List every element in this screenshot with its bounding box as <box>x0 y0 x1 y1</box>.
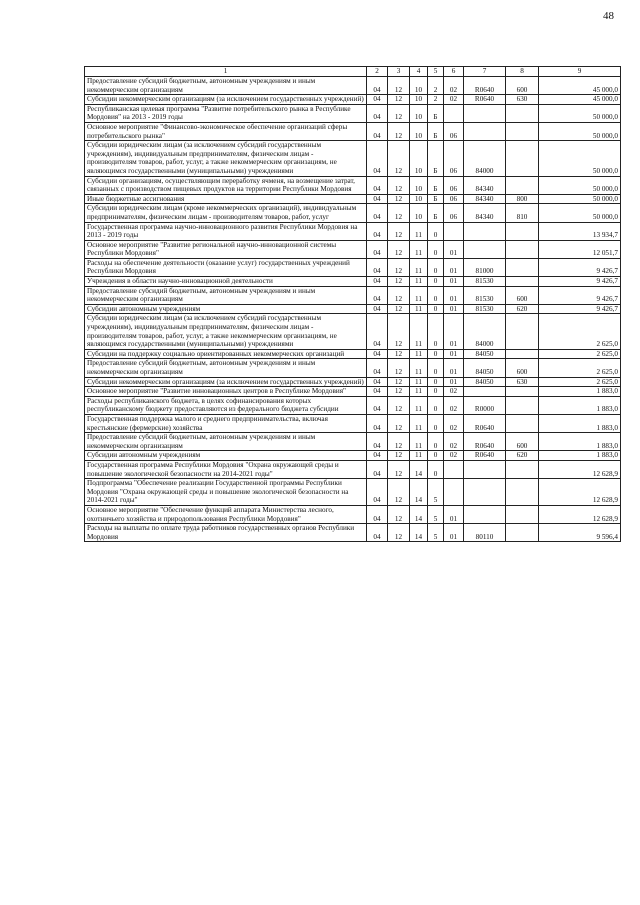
cell-amount: 50 000,0 <box>539 104 621 122</box>
cell-chapter: 04 <box>367 396 388 414</box>
cell-subsection: 11 <box>410 349 428 359</box>
cell-description: Подпрограмма "Обеспечение реализации Государственной программы Республики Мордовия "Охрана окружающей среды и повышение экологической безопасности на 2014-2021 годы" <box>85 479 367 506</box>
cell-amount: 2 625,0 <box>539 314 621 349</box>
cell-subsection: 11 <box>410 286 428 304</box>
table-row <box>85 505 621 523</box>
cell-expense-type: 630 <box>506 377 539 387</box>
table-row <box>85 414 621 432</box>
cell-expense-type: 600 <box>506 286 539 304</box>
cell-subprogram <box>444 479 464 506</box>
cell-target-code <box>464 479 506 506</box>
table-row <box>85 277 621 287</box>
cell-description: Субсидии автономным учреждениям <box>85 451 367 461</box>
cell-program: 0 <box>428 286 444 304</box>
cell-expense-type <box>506 479 539 506</box>
cell-target-code: 81530 <box>464 286 506 304</box>
cell-description: Учреждения в области научно-инновационной деятельности <box>85 277 367 287</box>
budget-table <box>84 66 621 542</box>
cell-subprogram: 02 <box>444 95 464 105</box>
cell-subsection: 10 <box>410 104 428 122</box>
page-number: 48 <box>603 10 614 22</box>
cell-amount: 9 596,4 <box>539 524 621 542</box>
cell-target-code: 84340 <box>464 204 506 222</box>
cell-description: Предоставление субсидий бюджетным, автономным учреждениям и иным некоммерческим организациям <box>85 286 367 304</box>
cell-amount: 12 628,9 <box>539 460 621 478</box>
cell-section: 12 <box>388 396 410 414</box>
cell-program: 5 <box>428 524 444 542</box>
cell-target-code: 81530 <box>464 277 506 287</box>
cell-target-code: R0640 <box>464 95 506 105</box>
table-row <box>85 77 621 95</box>
cell-subprogram: 02 <box>444 414 464 432</box>
cell-description: Субсидии некоммерческим организациям (за исключением государственных учреждений) <box>85 377 367 387</box>
cell-section: 12 <box>388 349 410 359</box>
table-row <box>85 104 621 122</box>
cell-target-code: 81530 <box>464 304 506 314</box>
cell-subsection: 11 <box>410 387 428 397</box>
cell-section: 12 <box>388 377 410 387</box>
cell-subprogram <box>444 460 464 478</box>
cell-chapter: 04 <box>367 95 388 105</box>
cell-amount: 50 000,0 <box>539 204 621 222</box>
cell-subsection: 14 <box>410 479 428 506</box>
cell-target-code: R0640 <box>464 414 506 432</box>
cell-subsection: 10 <box>410 95 428 105</box>
cell-target-code <box>464 222 506 240</box>
cell-section: 12 <box>388 176 410 194</box>
cell-expense-type: 620 <box>506 304 539 314</box>
cell-chapter: 04 <box>367 479 388 506</box>
cell-amount: 2 625,0 <box>539 359 621 377</box>
cell-section: 12 <box>388 304 410 314</box>
cell-target-code: 84050 <box>464 359 506 377</box>
cell-chapter: 04 <box>367 104 388 122</box>
cell-target-code: 84050 <box>464 377 506 387</box>
cell-section: 12 <box>388 479 410 506</box>
cell-section: 12 <box>388 414 410 432</box>
cell-amount: 9 426,7 <box>539 258 621 276</box>
cell-description: Основное мероприятие "Развитие инновационных центров в Республике Мордовия" <box>85 387 367 397</box>
cell-chapter: 04 <box>367 194 388 204</box>
cell-subsection: 11 <box>410 240 428 258</box>
cell-chapter: 04 <box>367 204 388 222</box>
cell-subsection: 11 <box>410 258 428 276</box>
cell-expense-type <box>506 314 539 349</box>
cell-program: 0 <box>428 304 444 314</box>
cell-section: 12 <box>388 277 410 287</box>
cell-description: Государственная программа научно-инновационного развития Республики Мордовия на 2013 - 2019 годы <box>85 222 367 240</box>
cell-subprogram: 02 <box>444 77 464 95</box>
cell-amount: 12 628,9 <box>539 505 621 523</box>
cell-subsection: 10 <box>410 77 428 95</box>
cell-amount: 12 628,9 <box>539 479 621 506</box>
cell-target-code: 84050 <box>464 349 506 359</box>
table-row <box>85 524 621 542</box>
cell-amount: 1 883,0 <box>539 387 621 397</box>
cell-amount: 50 000,0 <box>539 176 621 194</box>
cell-chapter: 04 <box>367 433 388 451</box>
cell-target-code <box>464 122 506 140</box>
cell-expense-type <box>506 505 539 523</box>
cell-program: 0 <box>428 222 444 240</box>
cell-subprogram: 06 <box>444 204 464 222</box>
cell-description: Предоставление субсидий бюджетным, автономным учреждениям и иным некоммерческим организациям <box>85 433 367 451</box>
cell-chapter: 04 <box>367 349 388 359</box>
table-row <box>85 451 621 461</box>
cell-description: Субсидии некоммерческим организациям (за исключением государственных учреждений) <box>85 95 367 105</box>
cell-section: 12 <box>388 258 410 276</box>
cell-subsection: 14 <box>410 505 428 523</box>
cell-amount: 13 934,7 <box>539 222 621 240</box>
cell-section: 12 <box>388 286 410 304</box>
cell-chapter: 04 <box>367 286 388 304</box>
cell-subprogram: 02 <box>444 451 464 461</box>
cell-description: Субсидии юридическим лицам (за исключением субсидий государственным учреждениям), индивидуальным предпринимателям, физическим лицам - производителям товаров, работ, услуг, а также некоммерческим организациям, не являющимся государственными (муниципальными) учреждениями <box>85 141 367 176</box>
cell-description: Республиканская целевая программа "Развитие потребительского рынка в Республике Мордовия" на 2013 - 2019 годы <box>85 104 367 122</box>
cell-amount: 50 000,0 <box>539 122 621 140</box>
cell-subprogram: 02 <box>444 433 464 451</box>
cell-expense-type <box>506 277 539 287</box>
cell-expense-type: 600 <box>506 359 539 377</box>
cell-expense-type <box>506 387 539 397</box>
cell-subsection: 11 <box>410 377 428 387</box>
cell-section: 12 <box>388 505 410 523</box>
table-row <box>85 460 621 478</box>
cell-subsection: 10 <box>410 122 428 140</box>
table-row <box>85 122 621 140</box>
cell-section: 12 <box>388 359 410 377</box>
table-body <box>85 77 621 542</box>
cell-section: 12 <box>388 240 410 258</box>
cell-expense-type <box>506 460 539 478</box>
cell-subsection: 11 <box>410 304 428 314</box>
table-row <box>85 433 621 451</box>
cell-section: 12 <box>388 460 410 478</box>
cell-expense-type <box>506 122 539 140</box>
cell-section: 12 <box>388 122 410 140</box>
cell-subsection: 14 <box>410 524 428 542</box>
cell-description: Субсидии юридическим лицам (кроме некоммерческих организаций), индивидуальным предпринимателям, физическим лицам - производителям товаров, работ, услуг <box>85 204 367 222</box>
cell-program: Б <box>428 204 444 222</box>
cell-subsection: 11 <box>410 451 428 461</box>
cell-target-code: 84000 <box>464 141 506 176</box>
column-header-5: 5 <box>428 67 444 77</box>
cell-amount: 1 883,0 <box>539 433 621 451</box>
cell-expense-type: 620 <box>506 451 539 461</box>
cell-subprogram: 06 <box>444 141 464 176</box>
cell-amount: 2 625,0 <box>539 377 621 387</box>
column-header-9: 9 <box>539 67 621 77</box>
cell-program: 0 <box>428 414 444 432</box>
cell-amount: 9 426,7 <box>539 277 621 287</box>
cell-chapter: 04 <box>367 122 388 140</box>
cell-program: 5 <box>428 479 444 506</box>
column-header-8: 8 <box>506 67 539 77</box>
column-header-7: 7 <box>464 67 506 77</box>
cell-section: 12 <box>388 451 410 461</box>
cell-expense-type <box>506 414 539 432</box>
cell-subprogram: 01 <box>444 359 464 377</box>
table-row <box>85 95 621 105</box>
cell-subprogram: 01 <box>444 240 464 258</box>
cell-chapter: 04 <box>367 77 388 95</box>
cell-expense-type <box>506 176 539 194</box>
cell-program: 0 <box>428 433 444 451</box>
cell-subsection: 11 <box>410 414 428 432</box>
cell-target-code: R0000 <box>464 396 506 414</box>
cell-target-code <box>464 387 506 397</box>
cell-subprogram <box>444 222 464 240</box>
cell-target-code: R0640 <box>464 433 506 451</box>
cell-chapter: 04 <box>367 524 388 542</box>
cell-program: 0 <box>428 396 444 414</box>
cell-subsection: 11 <box>410 396 428 414</box>
cell-expense-type <box>506 141 539 176</box>
table-row <box>85 222 621 240</box>
cell-description: Основное мероприятие "Развитие региональной научно-инновационной системы Республики Мордовия" <box>85 240 367 258</box>
cell-section: 12 <box>388 141 410 176</box>
cell-description: Субсидии на поддержку социально ориентированных некоммерческих организаций <box>85 349 367 359</box>
cell-section: 12 <box>388 104 410 122</box>
table-row <box>85 359 621 377</box>
cell-expense-type: 810 <box>506 204 539 222</box>
cell-program: Б <box>428 141 444 176</box>
cell-description: Расходы на выплаты по оплате труда работников государственных органов Республики Мордовия <box>85 524 367 542</box>
cell-chapter: 04 <box>367 505 388 523</box>
cell-chapter: 04 <box>367 304 388 314</box>
cell-amount: 45 000,0 <box>539 77 621 95</box>
cell-section: 12 <box>388 194 410 204</box>
cell-expense-type <box>506 104 539 122</box>
cell-chapter: 04 <box>367 451 388 461</box>
cell-target-code: R0640 <box>464 451 506 461</box>
cell-expense-type: 630 <box>506 95 539 105</box>
cell-section: 12 <box>388 524 410 542</box>
cell-section: 12 <box>388 204 410 222</box>
cell-subprogram: 01 <box>444 314 464 349</box>
cell-program: 0 <box>428 359 444 377</box>
table-row <box>85 204 621 222</box>
cell-subsection: 10 <box>410 141 428 176</box>
cell-amount: 12 051,7 <box>539 240 621 258</box>
cell-section: 12 <box>388 433 410 451</box>
table-row <box>85 387 621 397</box>
table-row <box>85 377 621 387</box>
cell-subprogram: 01 <box>444 258 464 276</box>
table-row <box>85 396 621 414</box>
cell-target-code: 84340 <box>464 194 506 204</box>
cell-description: Субсидии автономным учреждениям <box>85 304 367 314</box>
cell-description: Субсидии организациям, осуществляющим переработку ячменя, на возмещение затрат, связанных с производством пищевых продуктов на территории Республики Мордовия <box>85 176 367 194</box>
cell-subsection: 10 <box>410 194 428 204</box>
cell-program: Б <box>428 176 444 194</box>
table-row <box>85 258 621 276</box>
column-header-6: 6 <box>444 67 464 77</box>
cell-chapter: 04 <box>367 314 388 349</box>
cell-subsection: 11 <box>410 433 428 451</box>
cell-description: Предоставление субсидий бюджетным, автономным учреждениям и иным некоммерческим организациям <box>85 359 367 377</box>
cell-subsection: 11 <box>410 314 428 349</box>
cell-description: Расходы на обеспечение деятельности (оказание услуг) государственных учреждений Республики Мордовия <box>85 258 367 276</box>
cell-subsection: 11 <box>410 222 428 240</box>
cell-chapter: 04 <box>367 414 388 432</box>
cell-expense-type <box>506 349 539 359</box>
cell-expense-type: 800 <box>506 194 539 204</box>
cell-target-code <box>464 460 506 478</box>
table-row <box>85 194 621 204</box>
table-row <box>85 240 621 258</box>
cell-chapter: 04 <box>367 377 388 387</box>
cell-target-code: 84000 <box>464 314 506 349</box>
cell-target-code: 84340 <box>464 176 506 194</box>
cell-expense-type <box>506 222 539 240</box>
cell-program: 0 <box>428 460 444 478</box>
cell-expense-type: 600 <box>506 433 539 451</box>
cell-subprogram: 01 <box>444 524 464 542</box>
cell-target-code <box>464 104 506 122</box>
cell-program: 5 <box>428 505 444 523</box>
cell-section: 12 <box>388 387 410 397</box>
cell-chapter: 04 <box>367 460 388 478</box>
cell-program: 0 <box>428 377 444 387</box>
cell-section: 12 <box>388 222 410 240</box>
column-header-2: 2 <box>367 67 388 77</box>
cell-chapter: 04 <box>367 277 388 287</box>
cell-subprogram <box>444 104 464 122</box>
table-row <box>85 314 621 349</box>
table-row <box>85 349 621 359</box>
cell-description: Иные бюджетные ассигнования <box>85 194 367 204</box>
cell-section: 12 <box>388 314 410 349</box>
cell-amount: 1 883,0 <box>539 451 621 461</box>
cell-subprogram: 02 <box>444 387 464 397</box>
cell-program: 0 <box>428 387 444 397</box>
cell-expense-type <box>506 524 539 542</box>
cell-subsection: 10 <box>410 176 428 194</box>
cell-description: Субсидии юридическим лицам (за исключением субсидий государственным учреждениям), индивидуальным предпринимателям, физическим лицам - производителям товаров, работ, услуг, а также некоммерческим организациям, не являющимся государственными (муниципальными) учреждениями <box>85 314 367 349</box>
header-row <box>85 67 621 77</box>
cell-program: 0 <box>428 314 444 349</box>
cell-target-code: R0640 <box>464 77 506 95</box>
cell-subprogram: 01 <box>444 377 464 387</box>
cell-program: 0 <box>428 258 444 276</box>
cell-subprogram: 06 <box>444 194 464 204</box>
table-row <box>85 141 621 176</box>
cell-chapter: 04 <box>367 176 388 194</box>
cell-amount: 1 883,0 <box>539 414 621 432</box>
cell-description: Государственная программа Республики Мордовия "Охрана окружающей среды и повышение экологической безопасности на 2014-2021 годы" <box>85 460 367 478</box>
cell-subsection: 11 <box>410 277 428 287</box>
cell-expense-type <box>506 240 539 258</box>
table-row <box>85 479 621 506</box>
cell-subprogram: 01 <box>444 277 464 287</box>
cell-chapter: 04 <box>367 222 388 240</box>
column-header-1: 1 <box>85 67 367 77</box>
cell-program: 0 <box>428 277 444 287</box>
cell-amount: 1 883,0 <box>539 396 621 414</box>
cell-subprogram: 01 <box>444 286 464 304</box>
column-header-3: 3 <box>388 67 410 77</box>
column-header-4: 4 <box>410 67 428 77</box>
cell-program: 0 <box>428 240 444 258</box>
cell-amount: 2 625,0 <box>539 349 621 359</box>
cell-expense-type <box>506 396 539 414</box>
cell-subprogram: 01 <box>444 349 464 359</box>
cell-subsection: 11 <box>410 359 428 377</box>
cell-target-code: 81000 <box>464 258 506 276</box>
cell-chapter: 04 <box>367 359 388 377</box>
table-row <box>85 286 621 304</box>
cell-target-code <box>464 505 506 523</box>
table-header <box>85 67 621 77</box>
cell-description: Расходы республиканского бюджета, в целях софинансирования которых республиканскому бюджету предоставляются из федерального бюджета субсидии <box>85 396 367 414</box>
cell-subprogram: 06 <box>444 122 464 140</box>
cell-amount: 50 000,0 <box>539 141 621 176</box>
cell-program: 2 <box>428 95 444 105</box>
cell-program: Б <box>428 194 444 204</box>
cell-target-code: 80110 <box>464 524 506 542</box>
cell-chapter: 04 <box>367 141 388 176</box>
cell-target-code <box>464 240 506 258</box>
cell-program: 0 <box>428 451 444 461</box>
cell-program: Б <box>428 104 444 122</box>
cell-chapter: 04 <box>367 240 388 258</box>
cell-section: 12 <box>388 77 410 95</box>
table-row <box>85 304 621 314</box>
cell-chapter: 04 <box>367 387 388 397</box>
cell-amount: 45 000,0 <box>539 95 621 105</box>
cell-subprogram: 01 <box>444 505 464 523</box>
cell-description: Основное мероприятие "Обеспечение функций аппарата Министерства лесного, охотничьего хозяйства и природопользования Республики Мордовия" <box>85 505 367 523</box>
cell-subsection: 14 <box>410 460 428 478</box>
cell-subprogram: 06 <box>444 176 464 194</box>
cell-subprogram: 01 <box>444 304 464 314</box>
cell-description: Основное мероприятие "Финансово-экономическое обеспечение организаций сферы потребительского рынка" <box>85 122 367 140</box>
table-row <box>85 176 621 194</box>
cell-program: Б <box>428 122 444 140</box>
cell-amount: 9 426,7 <box>539 304 621 314</box>
cell-program: 0 <box>428 349 444 359</box>
cell-description: Государственная поддержка малого и среднего предпринимательства, включая крестьянские (фермерские) хозяйства <box>85 414 367 432</box>
cell-subsection: 10 <box>410 204 428 222</box>
cell-amount: 50 000,0 <box>539 194 621 204</box>
cell-subprogram: 02 <box>444 396 464 414</box>
cell-expense-type: 600 <box>506 77 539 95</box>
cell-expense-type <box>506 258 539 276</box>
cell-program: 2 <box>428 77 444 95</box>
cell-amount: 9 426,7 <box>539 286 621 304</box>
cell-section: 12 <box>388 95 410 105</box>
cell-description: Предоставление субсидий бюджетным, автономным учреждениям и иным некоммерческим организациям <box>85 77 367 95</box>
cell-chapter: 04 <box>367 258 388 276</box>
